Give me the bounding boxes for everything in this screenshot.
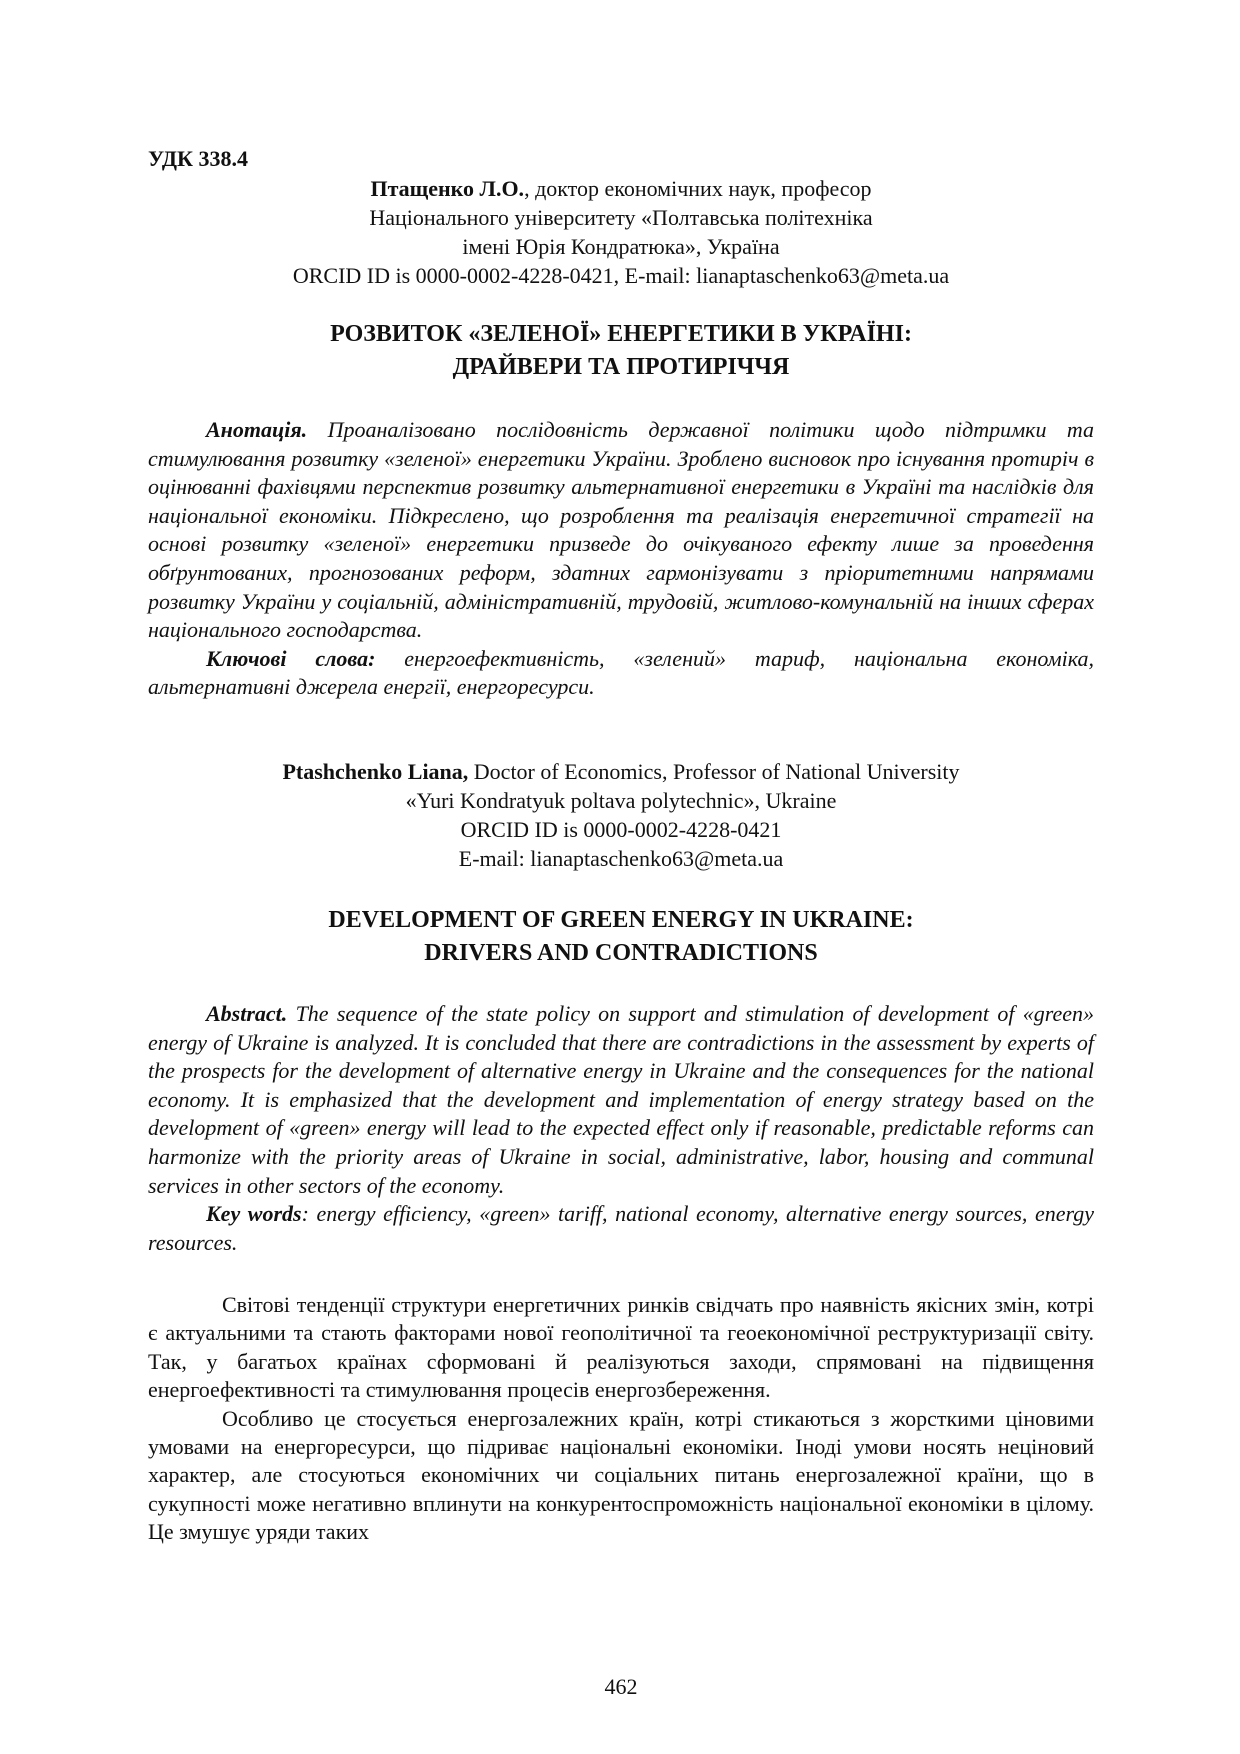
abstract-ua-label: Анотація. [206, 417, 308, 442]
keywords-en-text: : energy efficiency, «green» tariff, national economy, alternative energy sources, energy resources. [148, 1201, 1095, 1255]
author-ua-affiliation: Національного університету «Полтавська політехніка [369, 205, 873, 230]
author-ua-name: Птащенко Л.О. [370, 176, 525, 201]
abstract-en-label: Abstract. [206, 1001, 288, 1026]
author-en-email: E-mail: lianaptaschenko63@meta.ua [458, 846, 784, 871]
author-ua-line1 [148, 174, 1094, 203]
author-en-position: Doctor of Economics, Professor of National University [468, 759, 960, 784]
paper-title-ua [148, 318, 1094, 384]
udk-code: УДК 338.4 [148, 146, 249, 171]
title-ua-line2: ДРАЙВЕРИ ТА ПРОТИРІЧЧЯ [452, 354, 790, 380]
author-info-ua [148, 174, 1094, 290]
keywords-ua-paragraph [148, 645, 1094, 702]
abstract-en-paragraph [148, 1000, 1094, 1200]
title-ua-line1: РОЗВИТОК «ЗЕЛЕНОЇ» ЕНЕРГЕТИКИ В УКРАЇНІ: [330, 321, 912, 347]
keywords-en-paragraph [148, 1200, 1094, 1257]
author-ua-position: , доктор економічних наук, професор [524, 176, 872, 201]
body-paragraph-1: Світові тенденції структури енергетичних ринків свідчать про наявність якісних змін, котрі є актуальними та стають факторами нової геополітичної та геоекономічної реструктуризації світу. Так, у багатьох країнах сформовані й реалізуються заходи, спрямовані на підвищення енергоефективності та стимулювання процесів енергозбереження. [148, 1292, 1094, 1403]
author-ua-affiliation-cont: імені Юрія Кондратюка», Україна [462, 234, 780, 259]
keywords-en-label: Key words [206, 1201, 302, 1227]
abstract-en-text: The sequence of the state policy on support and stimulation of development of «green» energy of Ukraine is analyzed. It is concluded that there are contradictions in the assessment by experts of the prospects for the development of alternative energy in Ukraine and the consequences for the national economy. It is emphasized that the development and implementation of energy strategy based on the development of «green» energy will lead to the expected effect only if reasonable, predictable reforms can harmonize with the priority areas of Ukraine in social, administrative, labor, housing and communal services in other sectors of the economy. [148, 1001, 1094, 1198]
author-ua-contacts: ORCID ID is 0000-0002-4228-0421, E-mail: lianaptaschenko63@meta.ua [292, 263, 950, 288]
author-en-orcid: ORCID ID is 0000-0002-4228-0421 [460, 817, 782, 842]
abstract-en [148, 1000, 1094, 1257]
author-info-en [148, 757, 1094, 873]
abstract-ua-paragraph [148, 416, 1094, 645]
abstract-ua [148, 416, 1094, 702]
author-en-line1 [148, 757, 1094, 786]
main-body-text [148, 1291, 1094, 1547]
keywords-ua-label: Ключові слова: [206, 645, 376, 671]
author-en-name: Ptashchenko Liana, [282, 759, 469, 784]
page-number: 462 [604, 1674, 638, 1699]
title-en-line1: DEVELOPMENT OF GREEN ENERGY IN UKRAINE: [328, 907, 914, 933]
abstract-ua-text: Проаналізовано послідовність державної політики щодо підтримки та стимулювання розвитку «зеленої» енергетики України. Зроблено висновок про існування протиріч в оцінюванні фахівцями перспектив розвитку альтернативної енергетики в Україні та наслідків для національної економіки. Підкреслено, що розроблення та реалізація енергетичної стратегії на основі розвитку «зеленої» енергетики призведе до очікуваного ефекту лише за проведення обґрунтованих, прогнозованих реформ, здатних гармонізувати з пріоритетними напрямами розвитку України у соціальній, адміністративній, трудовій, житлово-комунальній на інших сферах національного господарства. [148, 417, 1094, 643]
body-paragraph-2: Особливо це стосується енергозалежних країн, котрі стикаються з жорсткими ціновими умовами на енергоресурси, що підриває національні економіки. Іноді умови носять неціновий характер, але стосуються економічних чи соціальних питань енергозалежної країни, що в сукупності може негативно вплинути на конкурентоспроможність національної економіки в цілому. Це змушує уряди таких [148, 1405, 1094, 1545]
author-en-affiliation: «Yuri Kondratyuk poltava polytechnic», Ukraine [405, 788, 837, 813]
paper-title-en [148, 904, 1094, 970]
title-en-line2: DRIVERS AND CONTRADICTIONS [424, 940, 818, 966]
keywords-ua-text: енергоефективність, «зелений» тариф, національна економіка, альтернативні джерела енергії, енергоресурси. [148, 645, 1094, 700]
